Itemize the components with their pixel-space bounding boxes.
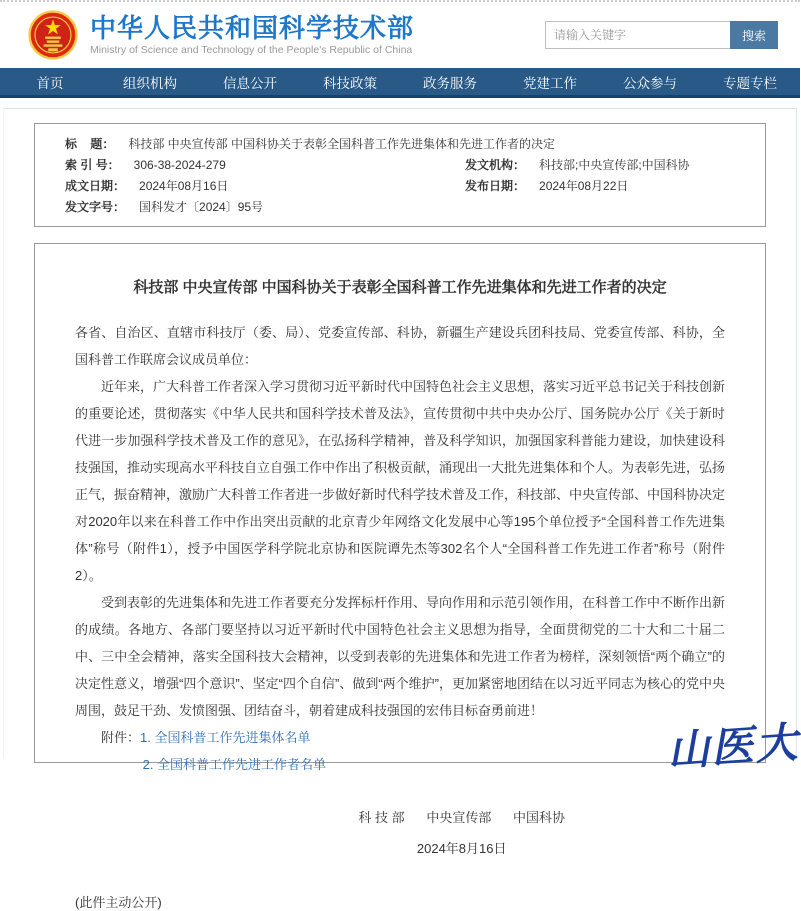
nav-item-public-participation[interactable]: 公众参与	[600, 68, 700, 95]
meta-title-label: 标 题：	[65, 137, 115, 151]
nav-item-party-building[interactable]: 党建工作	[500, 68, 600, 95]
meta-doc-number-value: 国科发才〔2024〕95号	[139, 200, 264, 214]
site-title: 中华人民共和国科学技术部	[90, 13, 415, 43]
meta-row-doc-number	[35, 197, 765, 218]
nav-item-special-columns[interactable]: 专题专栏	[700, 68, 800, 95]
meta-issuer-label: 发文机构：	[465, 158, 526, 172]
meta-index-label: 索 引 号：	[65, 158, 120, 172]
attachment-line-1	[101, 724, 725, 751]
signature-date: 2024年8月16日	[416, 841, 507, 856]
nav-item-info-disclosure[interactable]: 信息公开	[200, 68, 300, 95]
nav-item-sci-tech-policy[interactable]: 科技政策	[300, 68, 400, 95]
meta-row-index-issuer	[35, 155, 765, 176]
site-header	[0, 0, 800, 68]
national-emblem-icon	[28, 10, 78, 60]
meta-issuer-value: 科技部;中央宣传部;中国科协	[539, 158, 690, 172]
closing-note: (此件主动公开)	[75, 895, 162, 910]
search-button[interactable]: 搜索	[730, 21, 778, 49]
document-metadata	[34, 123, 766, 227]
site-subtitle: Ministry of Science and Technology of the People's Republic of China	[90, 44, 413, 56]
meta-title-value: 科技部 中央宣传部 中国科协关于表彰全国科普工作先进集体和先进工作者的决定	[128, 137, 556, 151]
attachment-link-advanced-workers[interactable]: 2. 全国科普工作先进工作者名单	[142, 757, 327, 772]
meta-publish-date-value: 2024年08月22日	[539, 179, 629, 193]
meta-doc-number-label: 发文字号：	[65, 200, 126, 214]
meta-row-title	[35, 134, 765, 155]
signature-issuers: 科 技 部 中央宣传部 中国科协	[358, 810, 565, 825]
meta-written-date-label: 成文日期：	[65, 179, 126, 193]
nav-item-gov-services[interactable]: 政务服务	[400, 68, 500, 95]
attachment-link-advanced-collectives[interactable]: 1. 全国科普工作先进集体名单	[140, 730, 311, 745]
document-salutation: 各省、自治区、直辖市科技厅（委、局）、党委宣传部、科协，新疆生产建设兵团科技局、党委宣传部、科协，全国科普工作联席会议成员单位：	[75, 325, 725, 367]
watermark: 山医大	[665, 717, 801, 776]
meta-written-date-value: 2024年08月16日	[139, 179, 229, 193]
signature-block	[75, 806, 725, 858]
attachments-label: 附件：	[101, 730, 141, 745]
search-input[interactable]	[545, 21, 730, 49]
meta-index-value: 306-38-2024-279	[133, 158, 226, 172]
nav-item-home[interactable]: 首页	[0, 68, 100, 95]
attachments-section	[101, 724, 725, 778]
site-title-block	[90, 14, 545, 56]
document-paragraph: 近年来，广大科普工作者深入学习贯彻习近平新时代中国特色社会主义思想，落实习近平总书记关于科技创新的重要论述，贯彻落实《中华人民共和国科学技术普及法》，宣传贯彻中共中央办公厅、国务院办公厅《关于新时代进一步加强科学技术普及工作的意见》，在弘扬科学精神，普及科学知识，加强国家科普能力建设，加快建设科技强国，推动实现高水平科技自立自强工作中作出了积极贡献，涌现出一大批先进集体和个人。为表彰先进，弘扬正气，振奋精神，激励广大科普工作者进一步做好新时代科学技术普及工作，科技部、中央宣传部、中国科协决定对2020年以来在科普工作中作出突出贡献的北京青少年网络文化发展中心等195个单位授予“全国科普工作先进集体”称号（附件1），授予中国医学科学院北京协和医院谭先杰等302名个人“全国科普工作先进工作者”称号（附件2）。	[75, 379, 726, 583]
document-paragraph: 受到表彰的先进集体和先进工作者要充分发挥标杆作用、导向作用和示范引领作用，在科普工作中不断作出新的成绩。各地方、各部门要坚持以习近平新时代中国特色社会主义思想为指导，全面贯彻党的二十大和二十届二中、三中全会精神，落实全国科技大会精神，以受到表彰的先进集体和先进工作者为榜样，深刻领悟“两个确立”的决定性意义，增强“四个意识”、坚定“四个自信”、做到“两个维护”，更加紧密地团结在以习近平同志为核心的党中央周围，鼓足干劲、发愤图强、团结奋斗，朝着建成科技强国的宏伟目标奋勇前进！	[75, 595, 726, 718]
meta-publish-date-label: 发布日期：	[465, 179, 526, 193]
page-container	[3, 108, 801, 910]
nav-item-organization[interactable]: 组织机构	[100, 68, 200, 95]
document-title: 科技部 中央宣传部 中国科协关于表彰全国科普工作先进集体和先进工作者的决定	[133, 279, 667, 296]
attachment-line-2	[143, 751, 725, 778]
main-nav	[0, 68, 800, 98]
meta-row-dates	[35, 176, 765, 197]
document-body	[34, 243, 801, 910]
search-area	[545, 21, 778, 49]
